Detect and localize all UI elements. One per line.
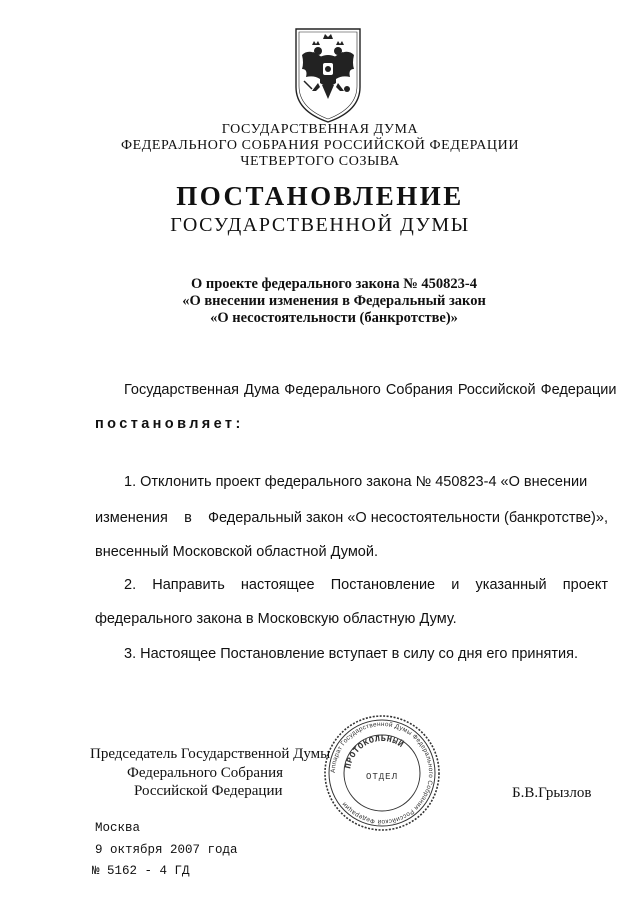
stamp-outer-text: Аппарат Государственной Думы Федерального Собрания Российской Федерации [329, 720, 435, 826]
paragraph-2-word: указанный [475, 577, 547, 593]
issue-date: 9 октября 2007 года [95, 843, 238, 857]
paragraph-2-line-2: федерального закона в Московскую областную Думу. [95, 611, 457, 627]
subject-line-1: О проекте федерального закона № 450823-4 [190, 276, 478, 292]
document-subtitle: ГОСУДАРСТВЕННОЙ ДУМЫ [170, 214, 470, 236]
header-line-convocation: ЧЕТВЕРТОГО СОЗЫВА [240, 154, 400, 169]
signature-position-line-3: Российской Федерации [134, 783, 283, 799]
stamp-center-text: ОТДЕЛ [365, 772, 399, 782]
preamble-text: Государственная Дума Федерального Собрания Российской Федерации [124, 382, 617, 398]
paragraph-1-word: в [184, 510, 192, 526]
paragraph-1-word: изменения [95, 510, 168, 526]
paragraph-2-word: 2. [124, 577, 137, 593]
subject-line-2: «О внесении изменения в Федеральный закон [182, 293, 486, 309]
subject-line-3: «О несостоятельности (банкротстве)» [210, 310, 458, 326]
resolves-word: постановляет: [95, 416, 244, 432]
signatory-name: Б.В.Грызлов [512, 785, 592, 801]
paragraph-2-line-1 [124, 577, 608, 593]
header-line-duma: ГОСУДАРСТВЕННАЯ ДУМА [221, 122, 419, 137]
paragraph-3-text: 3. Настоящее Постановление вступает в силу со дня его принятия. [124, 646, 578, 662]
document-title: ПОСТАНОВЛЕНИЕ [176, 181, 464, 211]
paragraph-2-word: настоящее [240, 577, 315, 593]
issue-city: Москва [95, 821, 141, 835]
paragraph-2-word: Постановление [330, 577, 436, 593]
paragraph-1-word: Федеральный закон «О несостоятельности (банкротстве)», [208, 510, 608, 526]
document-number: № 5162 - 4 ГД [92, 864, 190, 878]
stamp-inner-text: ПРОТОКОЛЬНЫЙ [343, 733, 406, 770]
paragraph-2-word: и [451, 577, 460, 593]
paragraph-2-word: проект [562, 577, 608, 593]
svg-text:ПРОТОКОЛЬНЫЙ [343, 734, 406, 770]
header-line-assembly: ФЕДЕРАЛЬНОГО СОБРАНИЯ РОССИЙСКОЙ ФЕДЕРАЦИИ [120, 138, 520, 153]
signature-position-line-2: Федерального Собрания [127, 765, 284, 781]
coat-of-arms-emblem [290, 25, 366, 125]
round-seal-stamp [322, 713, 442, 833]
signature-position-line-1: Председатель Государственной Думы [90, 746, 331, 762]
paragraph-1-line-2 [95, 510, 608, 526]
paragraph-1-line-3: внесенный Московской областной Думой. [95, 544, 378, 560]
paragraph-1-line-1: 1. Отклонить проект федерального закона № 450823-4 «О внесении [124, 474, 588, 490]
paragraph-2-word: Направить [152, 577, 225, 593]
